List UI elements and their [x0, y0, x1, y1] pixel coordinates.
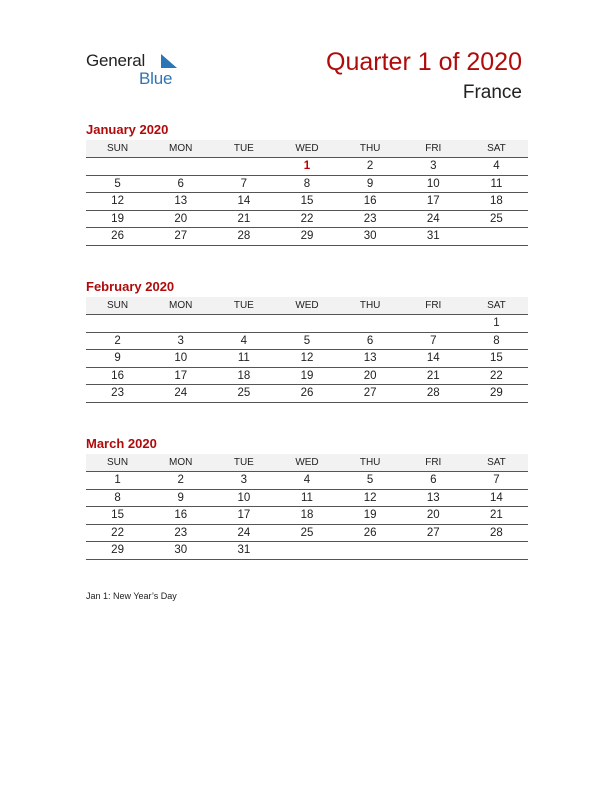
day-cell: 13: [149, 193, 212, 211]
day-cell: 18: [465, 193, 528, 211]
weekday-header: THU: [339, 140, 402, 158]
weekday-header: MON: [149, 297, 212, 315]
day-cell: 26: [86, 228, 149, 246]
weekday-header: FRI: [402, 454, 465, 472]
day-cell: 10: [212, 489, 275, 507]
day-cell: 29: [86, 542, 149, 560]
weekday-header-row: [86, 297, 528, 315]
empty-day-cell: [465, 228, 528, 246]
day-cell: 20: [402, 507, 465, 525]
day-cell: 27: [149, 228, 212, 246]
day-cell: 9: [339, 175, 402, 193]
day-cell: 12: [275, 350, 338, 368]
holiday-day-cell: 1: [275, 158, 338, 176]
day-cell: 22: [275, 210, 338, 228]
day-cell: 24: [402, 210, 465, 228]
month-title: February 2020: [86, 279, 175, 294]
empty-day-cell: [339, 542, 402, 560]
day-cell: 28: [402, 385, 465, 403]
holiday-notes: [86, 591, 177, 601]
day-cell: 24: [149, 385, 212, 403]
day-cell: 3: [402, 158, 465, 176]
day-cell: 4: [212, 332, 275, 350]
week-row: [86, 472, 528, 490]
day-cell: 26: [275, 385, 338, 403]
day-cell: 10: [149, 350, 212, 368]
day-cell: 23: [86, 385, 149, 403]
day-cell: 18: [212, 367, 275, 385]
day-cell: 14: [212, 193, 275, 211]
month-title: March 2020: [86, 436, 157, 451]
day-cell: 23: [149, 524, 212, 542]
day-cell: 26: [339, 524, 402, 542]
month-title: January 2020: [86, 122, 169, 137]
day-cell: 30: [149, 542, 212, 560]
day-cell: 11: [212, 350, 275, 368]
day-cell: 6: [149, 175, 212, 193]
day-cell: 3: [149, 332, 212, 350]
day-cell: 2: [86, 332, 149, 350]
weekday-header: THU: [339, 297, 402, 315]
weekday-header: FRI: [402, 297, 465, 315]
day-cell: 28: [212, 228, 275, 246]
day-cell: 2: [149, 472, 212, 490]
day-cell: 20: [149, 210, 212, 228]
weekday-header: TUE: [212, 140, 275, 158]
week-row: [86, 507, 528, 525]
day-cell: 6: [339, 332, 402, 350]
week-row: [86, 489, 528, 507]
weekday-header: SAT: [465, 297, 528, 315]
empty-day-cell: [149, 315, 212, 333]
weekday-header: WED: [275, 454, 338, 472]
empty-day-cell: [339, 315, 402, 333]
day-cell: 14: [402, 350, 465, 368]
day-cell: 27: [402, 524, 465, 542]
day-cell: 11: [465, 175, 528, 193]
day-cell: 6: [402, 472, 465, 490]
day-cell: 27: [339, 385, 402, 403]
day-cell: 7: [465, 472, 528, 490]
week-row: [86, 542, 528, 560]
day-cell: 4: [275, 472, 338, 490]
weekday-header-row: [86, 454, 528, 472]
empty-day-cell: [212, 158, 275, 176]
day-cell: 17: [149, 367, 212, 385]
weekday-header: SUN: [86, 140, 149, 158]
empty-day-cell: [275, 315, 338, 333]
weekday-header: SUN: [86, 454, 149, 472]
weekday-header-row: [86, 140, 528, 158]
day-cell: 10: [402, 175, 465, 193]
day-cell: 25: [275, 524, 338, 542]
day-cell: 1: [465, 315, 528, 333]
empty-day-cell: [86, 158, 149, 176]
day-cell: 9: [149, 489, 212, 507]
day-cell: 25: [212, 385, 275, 403]
day-cell: 11: [275, 489, 338, 507]
calendar-table: [86, 140, 528, 246]
weekday-header: MON: [149, 454, 212, 472]
weekday-header: THU: [339, 454, 402, 472]
day-cell: 28: [465, 524, 528, 542]
week-row: [86, 193, 528, 211]
empty-day-cell: [275, 542, 338, 560]
day-cell: 21: [465, 507, 528, 525]
week-row: [86, 315, 528, 333]
day-cell: 15: [275, 193, 338, 211]
day-cell: 31: [402, 228, 465, 246]
day-cell: 18: [275, 507, 338, 525]
logo-general-text: General: [86, 51, 146, 70]
day-cell: 22: [465, 367, 528, 385]
empty-day-cell: [402, 542, 465, 560]
day-cell: 21: [402, 367, 465, 385]
week-row: [86, 524, 528, 542]
day-cell: 22: [86, 524, 149, 542]
day-cell: 29: [275, 228, 338, 246]
weekday-header: TUE: [212, 297, 275, 315]
day-cell: 5: [275, 332, 338, 350]
day-cell: 25: [465, 210, 528, 228]
day-cell: 5: [86, 175, 149, 193]
day-cell: 12: [339, 489, 402, 507]
week-row: [86, 332, 528, 350]
day-cell: 7: [212, 175, 275, 193]
logo-flag-icon: [159, 54, 179, 70]
weekday-header: SAT: [465, 454, 528, 472]
day-cell: 4: [465, 158, 528, 176]
day-cell: 5: [339, 472, 402, 490]
day-cell: 19: [339, 507, 402, 525]
weekday-header: SAT: [465, 140, 528, 158]
day-cell: 13: [339, 350, 402, 368]
month-block-january: [86, 121, 528, 246]
empty-day-cell: [149, 158, 212, 176]
day-cell: 30: [339, 228, 402, 246]
month-block-march: [86, 435, 528, 560]
day-cell: 15: [465, 350, 528, 368]
day-cell: 13: [402, 489, 465, 507]
empty-day-cell: [465, 542, 528, 560]
day-cell: 2: [339, 158, 402, 176]
weekday-header: MON: [149, 140, 212, 158]
day-cell: 31: [212, 542, 275, 560]
day-cell: 16: [149, 507, 212, 525]
day-cell: 17: [402, 193, 465, 211]
week-row: [86, 350, 528, 368]
day-cell: 19: [275, 367, 338, 385]
week-row: [86, 175, 528, 193]
calendar-table: [86, 454, 528, 560]
weekday-header: WED: [275, 297, 338, 315]
day-cell: 20: [339, 367, 402, 385]
day-cell: 14: [465, 489, 528, 507]
day-cell: 15: [86, 507, 149, 525]
day-cell: 23: [339, 210, 402, 228]
week-row: [86, 228, 528, 246]
weekday-header: WED: [275, 140, 338, 158]
day-cell: 19: [86, 210, 149, 228]
weekday-header: FRI: [402, 140, 465, 158]
day-cell: 16: [86, 367, 149, 385]
generalblue-logo: [86, 50, 196, 90]
month-block-february: [86, 278, 528, 403]
weekday-header: TUE: [212, 454, 275, 472]
week-row: [86, 158, 528, 176]
logo-blue-text: Blue: [139, 69, 173, 88]
day-cell: 8: [275, 175, 338, 193]
empty-day-cell: [402, 315, 465, 333]
empty-day-cell: [212, 315, 275, 333]
day-cell: 1: [86, 472, 149, 490]
day-cell: 29: [465, 385, 528, 403]
week-row: [86, 367, 528, 385]
day-cell: 17: [212, 507, 275, 525]
day-cell: 16: [339, 193, 402, 211]
day-cell: 3: [212, 472, 275, 490]
week-row: [86, 210, 528, 228]
day-cell: 9: [86, 350, 149, 368]
country-name: France: [462, 82, 522, 103]
day-cell: 7: [402, 332, 465, 350]
weekday-header: SUN: [86, 297, 149, 315]
page-title: Quarter 1 of 2020: [326, 48, 522, 76]
week-row: [86, 385, 528, 403]
day-cell: 8: [86, 489, 149, 507]
day-cell: 8: [465, 332, 528, 350]
day-cell: 24: [212, 524, 275, 542]
day-cell: 12: [86, 193, 149, 211]
calendar-table: [86, 297, 528, 403]
holiday-note: Jan 1: New Year’s Day: [86, 591, 177, 601]
empty-day-cell: [86, 315, 149, 333]
day-cell: 21: [212, 210, 275, 228]
